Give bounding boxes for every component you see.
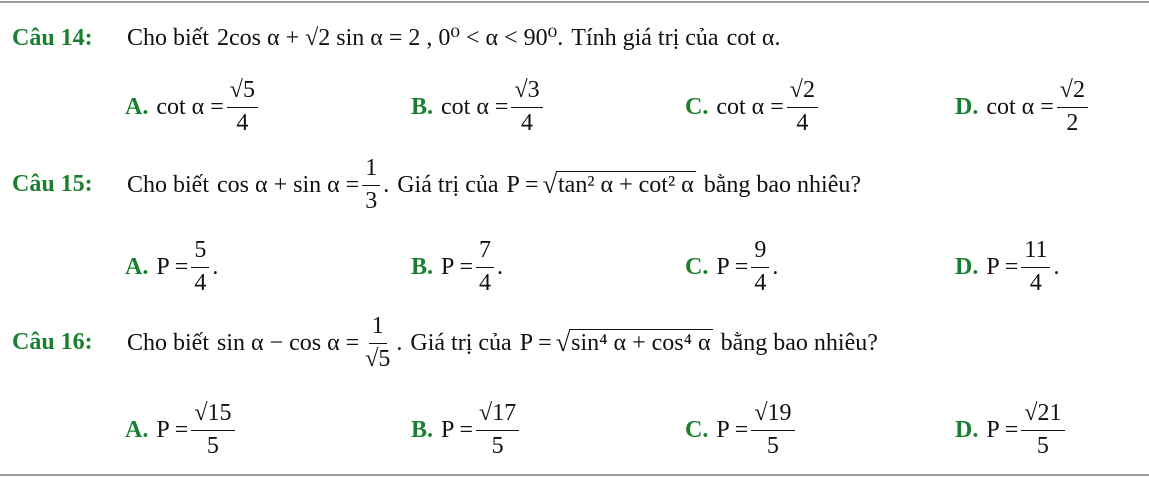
option-tail: . — [1053, 254, 1060, 280]
fraction-denominator: √5 — [365, 345, 391, 372]
option-b[interactable] — [411, 234, 503, 300]
fraction-numerator: 7 — [476, 238, 494, 267]
option-letter: B. — [411, 94, 434, 120]
fraction-numerator: 5 — [191, 238, 209, 267]
fraction-numerator: √15 — [191, 401, 234, 430]
option-lhs: P = — [986, 417, 1019, 443]
option-fraction — [476, 238, 494, 295]
option-d[interactable] — [955, 396, 1068, 464]
option-fraction — [511, 78, 542, 135]
radicand: tan² α + cot² α — [558, 171, 694, 198]
fraction-denominator: 5 — [206, 432, 219, 459]
fraction-denominator: 4 — [796, 109, 809, 136]
fraction-numerator: √3 — [511, 78, 542, 107]
fraction-numerator: √17 — [476, 401, 519, 430]
fraction-numerator: √2 — [1057, 78, 1088, 107]
question-stem: Cho biết sin α − cos α = $\frac{1}{√5}$ . Giá trị của P = √ sin⁴ α + cos⁴ α bằng bao nhiêu? — [127, 313, 878, 372]
option-letter: C. — [685, 417, 709, 443]
question-stem: Cho biết cos α + sin α = $\frac{1}{3}$ . Giá trị của P = √ tan² α + cot² α bằng bao nhiêu? — [127, 155, 861, 214]
stem-intro: Cho biết — [127, 25, 209, 51]
option-lhs: cot α = — [716, 94, 784, 120]
condition-fraction — [362, 314, 393, 371]
stem-condition: 2cos α + √2 sin α = 2 , 0⁰ < α < 90⁰. — [217, 25, 564, 51]
top-divider — [0, 1, 1149, 3]
fraction-denominator: 5 — [1036, 432, 1049, 459]
fraction-denominator: 4 — [236, 109, 249, 136]
bottom-divider — [0, 474, 1149, 476]
fraction-numerator: √19 — [751, 401, 794, 430]
option-a[interactable] — [125, 74, 261, 140]
fraction-denominator: 4 — [521, 109, 534, 136]
option-letter: A. — [125, 254, 149, 280]
fraction-numerator: 1 — [362, 156, 380, 185]
option-tail: . — [772, 254, 779, 280]
option-letter: C. — [685, 94, 709, 120]
question-label: Câu 15: — [12, 171, 93, 197]
stem-intro: Cho biết — [127, 172, 209, 198]
option-fraction — [1021, 401, 1064, 458]
option-lhs: P = — [986, 254, 1019, 280]
option-tail: . — [497, 254, 504, 280]
option-c[interactable] — [685, 74, 821, 140]
fraction-denominator: 4 — [479, 269, 492, 296]
option-d[interactable] — [955, 74, 1091, 140]
option-d[interactable] — [955, 234, 1059, 300]
condition-fraction — [362, 156, 380, 213]
option-c[interactable] — [685, 396, 798, 464]
option-letter: D. — [955, 94, 979, 120]
option-fraction — [191, 238, 209, 295]
option-lhs: P = — [156, 417, 189, 443]
option-lhs: P = — [716, 417, 749, 443]
option-fraction — [751, 238, 769, 295]
fraction-denominator: 3 — [365, 187, 378, 214]
option-a[interactable] — [125, 234, 218, 300]
option-lhs: cot α = — [986, 94, 1054, 120]
fraction-numerator: 9 — [751, 238, 769, 267]
option-lhs: cot α = — [441, 94, 509, 120]
square-root: √ tan² α + cot² α — [542, 168, 694, 199]
radicand: sin⁴ α + cos⁴ α — [571, 329, 711, 356]
option-b[interactable] — [411, 396, 522, 464]
stem-ask: Tính giá trị của — [571, 25, 719, 51]
option-a[interactable] — [125, 396, 238, 464]
stem-condition: cos α + sin α = — [217, 172, 360, 198]
stem-target: cot α. — [726, 25, 781, 51]
option-letter: B. — [411, 254, 434, 280]
option-letter: D. — [955, 417, 979, 443]
option-lhs: cot α = — [156, 94, 224, 120]
question-stem — [127, 22, 780, 54]
stem-condition: sin α − cos α = — [217, 330, 360, 356]
fraction-denominator: 4 — [194, 269, 207, 296]
option-fraction — [191, 401, 234, 458]
option-tail: . — [212, 254, 219, 280]
question-label: Câu 14: — [12, 25, 93, 51]
option-fraction — [1021, 238, 1050, 295]
expression-lhs: P = — [519, 330, 552, 356]
fraction-numerator: √21 — [1021, 401, 1064, 430]
fraction-numerator: 11 — [1021, 238, 1050, 267]
option-fraction — [1057, 78, 1088, 135]
option-letter: A. — [125, 94, 149, 120]
option-lhs: P = — [716, 254, 749, 280]
option-letter: C. — [685, 254, 709, 280]
expression-lhs: P = — [506, 172, 539, 198]
stem-ask: Giá trị của — [397, 172, 499, 198]
option-b[interactable] — [411, 74, 546, 140]
option-letter: B. — [411, 417, 434, 443]
stem-end: bằng bao nhiêu? — [703, 172, 861, 198]
option-lhs: P = — [441, 417, 474, 443]
option-fraction — [476, 401, 519, 458]
stem-ask: Giá trị của — [410, 330, 512, 356]
option-lhs: P = — [156, 254, 189, 280]
square-root: √ sin⁴ α + cos⁴ α — [555, 326, 711, 357]
fraction-denominator: 2 — [1066, 109, 1079, 136]
option-fraction — [227, 78, 258, 135]
fraction-denominator: 5 — [491, 432, 504, 459]
fraction-denominator: 5 — [766, 432, 779, 459]
fraction-numerator: 1 — [369, 314, 387, 343]
option-fraction — [787, 78, 818, 135]
fraction-denominator: 4 — [1029, 269, 1042, 296]
fraction-numerator: √5 — [227, 78, 258, 107]
option-lhs: P = — [441, 254, 474, 280]
option-letter: A. — [125, 417, 149, 443]
option-fraction — [751, 401, 794, 458]
fraction-numerator: √2 — [787, 78, 818, 107]
stem-end: bằng bao nhiêu? — [720, 330, 878, 356]
option-c[interactable] — [685, 234, 778, 300]
question-label: Câu 16: — [12, 329, 93, 355]
option-letter: D. — [955, 254, 979, 280]
fraction-denominator: 4 — [754, 269, 767, 296]
stem-intro: Cho biết — [127, 330, 209, 356]
